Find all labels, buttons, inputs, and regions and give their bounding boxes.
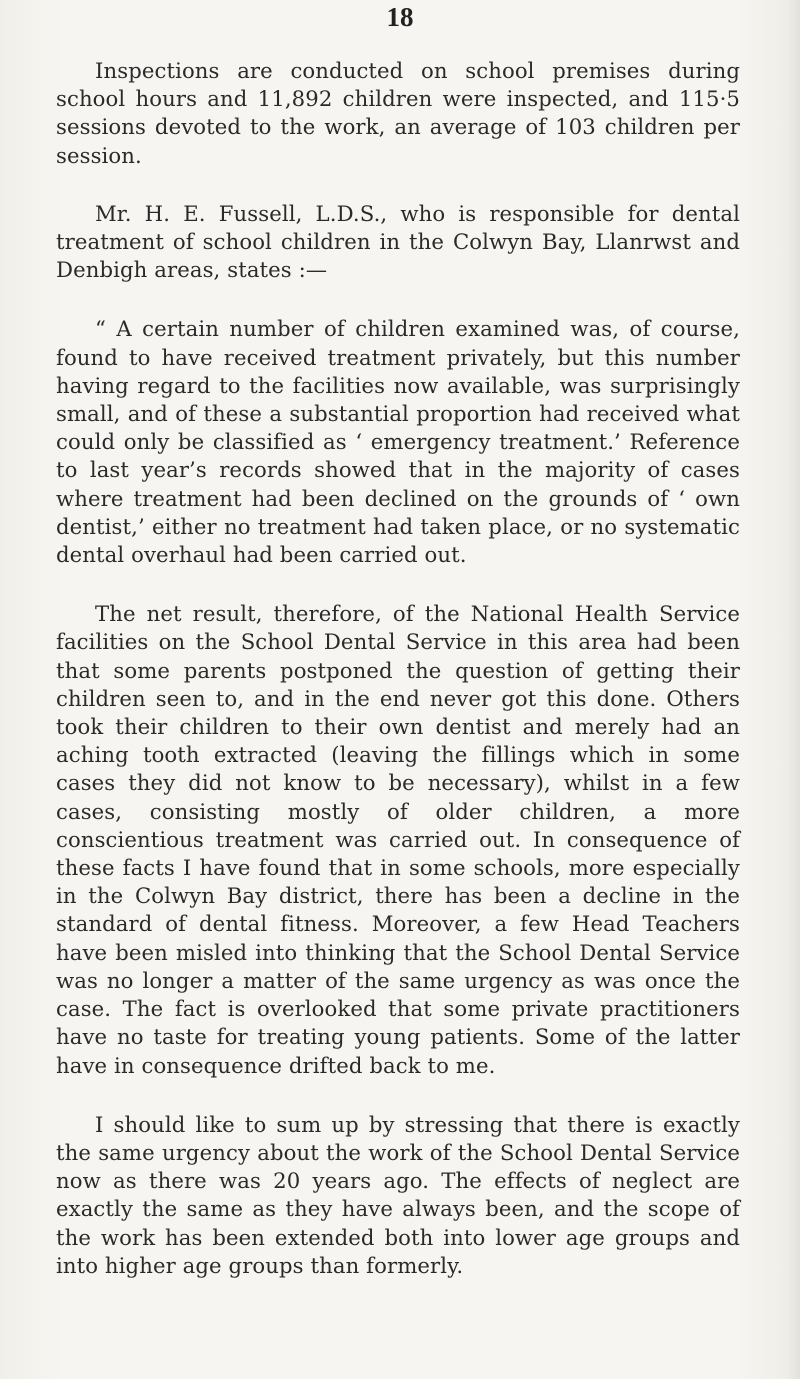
paragraph-summary: I should like to sum up by stressing that there is exactly the same urgency about the work of the School Dental Service now as there was 20 years ago. The effects of neglect are exactly the same as they have always been, and the scope of the work has been extended both into lower age groups and into higher age groups than formerly.: [56, 1111, 740, 1278]
page-number: 18: [386, 2, 414, 32]
paragraph-fussell-intro: Mr. H. E. Fussell, L.D.S., who is responsible for dental treatment of school children in the Colwyn Bay, Llanrwst and Denbigh areas, states :—: [56, 200, 740, 283]
paragraph-inspections: Inspections are conducted on school premises during school hours and 11,892 children were inspected, and 115·5 sessions devoted to the work, an average of 103 children per session.: [56, 58, 740, 168]
paragraph-net-result: The net result, therefore, of the National Health Service facilities on the School Dental Service in this area had been that some parents postponed the question of getting their children seen to, and in the end never got this done. Others took their children to their own dentist and merely had an aching tooth extracted (leaving the fillings which in some cases they did not know to be necessary), whilst in a few cases, consisting mostly of older children, a more conscientious treatment was carried out. In consequence of these facts I have found that in some schools, more especially in the Colwyn Bay district, there has been a decline in the standard of dental fitness. Moreover, a few Head Teachers have been misled into thinking that the School Dental Service was no longer a matter of the same urgency as was once the case. The fact is overlooked that some private practitioners have no taste for treating young patients. Some of the latter have in consequence drifted back to me.: [56, 601, 740, 1078]
paragraph-quote-private-treatment: “ A certain number of children examined was, of course, found to have received treatment privately, but this number having regard to the facilities now available, was surprisingly small, and of these a substantial proportion had received what could only be classified as ‘ emergency treatment.’ Reference to last year’s records showed that in the majority of cases where treatment had been declined on the grounds of ‘ own dentist,’ either no treatment had taken place, or no systematic dental overhaul had been carried out.: [56, 316, 740, 568]
page-edge-shadow: [786, 0, 800, 1379]
body-text: [56, 57, 740, 1311]
